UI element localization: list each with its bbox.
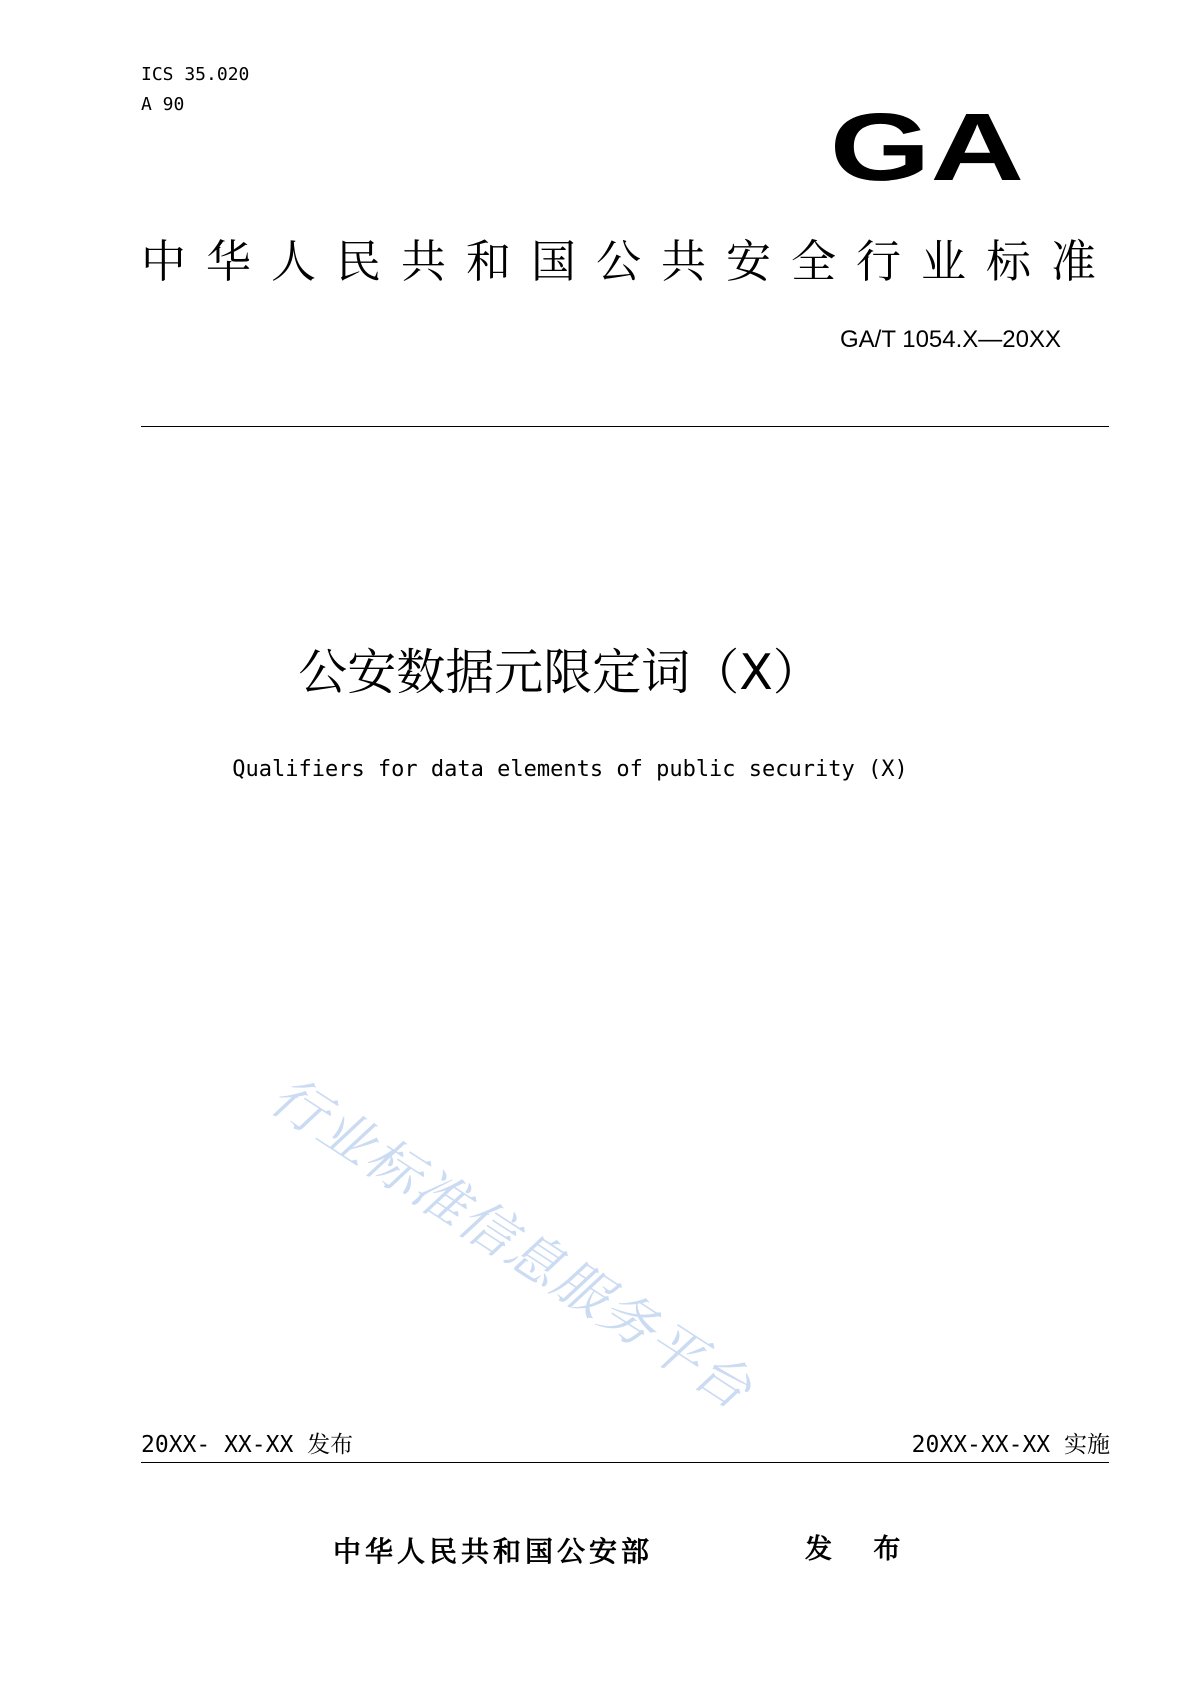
implementation-date: 20XX-XX-XX 实施 (911, 1432, 1110, 1458)
issue-date: 20XX- XX-XX 发布 (141, 1432, 354, 1458)
publish-label: 发 布 (805, 1534, 917, 1565)
standard-title: 中华人民共和国公共安全行业标准 (141, 235, 1117, 288)
document-title-cn: 公安数据元限定词（X） (298, 644, 822, 701)
ccs-code: A 90 (141, 94, 185, 115)
document-subtitle (0, 754, 1190, 786)
publisher: 中华人民共和国公安部 (333, 1535, 654, 1568)
ga-logo-graphic (800, 92, 1055, 202)
top-divider (141, 426, 1109, 427)
standard-code: GA/T 1054.X—20XX (840, 326, 1062, 353)
classification-codes (141, 60, 249, 120)
document-title (0, 640, 1190, 706)
ics-code: ICS 35.020 (141, 64, 250, 85)
bottom-divider (141, 1462, 1109, 1463)
ga-logo-text: GA (829, 94, 1025, 202)
ga-logo (800, 92, 1055, 202)
watermark: 行业标准信息服务平台 (259, 1064, 764, 1423)
document-title-en: Qualifiers for data elements of public security (X) (232, 757, 908, 782)
